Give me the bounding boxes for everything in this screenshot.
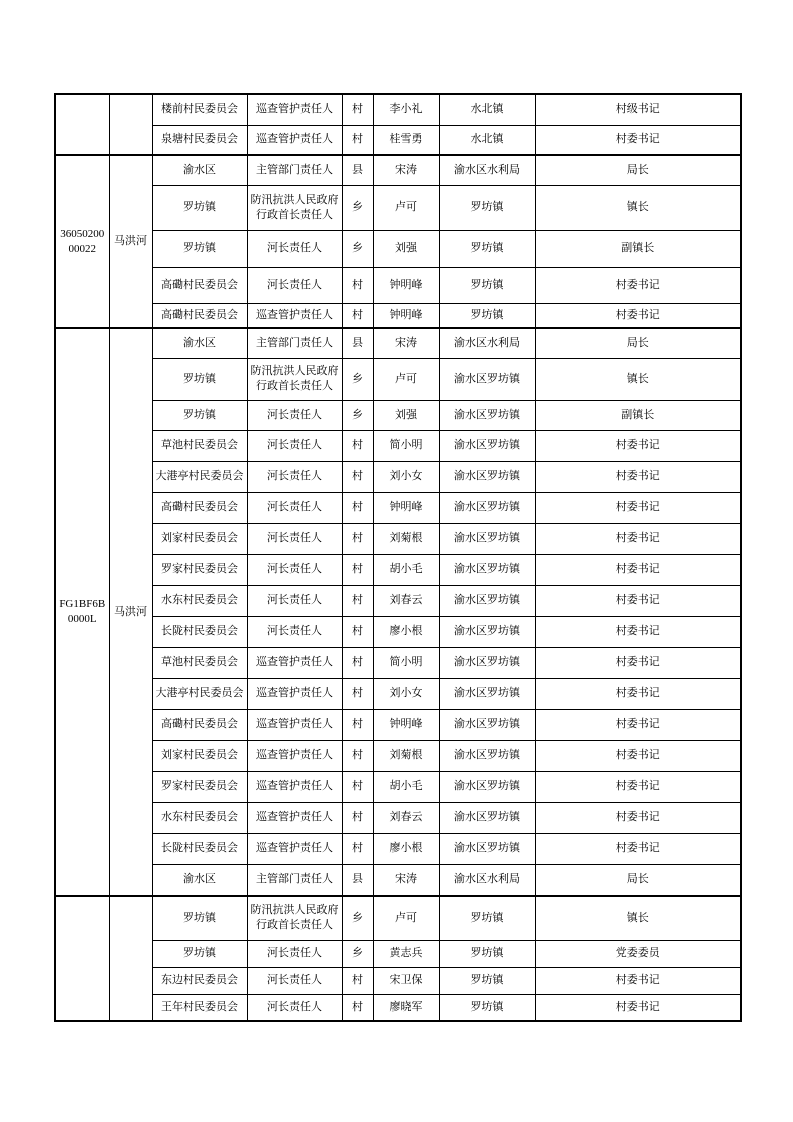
cell-admin-level: 乡 bbox=[342, 358, 373, 400]
cell-admin-level: 村 bbox=[342, 678, 373, 709]
table-row bbox=[55, 896, 741, 940]
cell-work-unit: 渝水区罗坊镇 bbox=[439, 554, 535, 585]
cell-position: 村委书记 bbox=[535, 616, 741, 647]
cell-admin-level: 村 bbox=[342, 267, 373, 303]
cell-admin-level: 乡 bbox=[342, 230, 373, 267]
table-row bbox=[55, 430, 741, 461]
cell-admin-level: 村 bbox=[342, 967, 373, 994]
cell-organization: 罗坊镇 bbox=[152, 185, 247, 230]
cell-duty-type: 河长责任人 bbox=[247, 554, 342, 585]
cell-admin-level: 乡 bbox=[342, 896, 373, 940]
cell-work-unit: 渝水区罗坊镇 bbox=[439, 492, 535, 523]
cell-person-name: 刘强 bbox=[373, 230, 439, 267]
cell-organization: 高磡村民委员会 bbox=[152, 492, 247, 523]
cell-duty-type: 河长责任人 bbox=[247, 492, 342, 523]
table-row bbox=[55, 647, 741, 678]
table-row bbox=[55, 400, 741, 430]
cell-duty-type: 巡查管护责任人 bbox=[247, 303, 342, 328]
cell-admin-level: 村 bbox=[342, 994, 373, 1021]
cell-organization: 刘家村民委员会 bbox=[152, 523, 247, 554]
cell-position: 村委书记 bbox=[535, 709, 741, 740]
cell-work-unit: 渝水区罗坊镇 bbox=[439, 709, 535, 740]
table-row bbox=[55, 771, 741, 802]
cell-admin-level: 村 bbox=[342, 616, 373, 647]
cell-organization: 罗坊镇 bbox=[152, 940, 247, 967]
cell-duty-type: 巡查管护责任人 bbox=[247, 833, 342, 864]
cell-person-name: 钟明峰 bbox=[373, 267, 439, 303]
table-row bbox=[55, 678, 741, 709]
cell-work-unit: 罗坊镇 bbox=[439, 267, 535, 303]
cell-work-unit: 渝水区罗坊镇 bbox=[439, 802, 535, 833]
cell-person-name: 宋涛 bbox=[373, 155, 439, 185]
cell-person-name: 卢可 bbox=[373, 358, 439, 400]
cell-organization: 渝水区 bbox=[152, 328, 247, 358]
cell-duty-type: 河长责任人 bbox=[247, 940, 342, 967]
cell-admin-level: 村 bbox=[342, 303, 373, 328]
cell-organization: 草池村民委员会 bbox=[152, 430, 247, 461]
cell-work-unit: 渝水区罗坊镇 bbox=[439, 461, 535, 492]
table-row bbox=[55, 864, 741, 896]
cell-admin-level: 县 bbox=[342, 864, 373, 896]
cell-admin-level: 乡 bbox=[342, 400, 373, 430]
cell-person-name: 钟明峰 bbox=[373, 303, 439, 328]
cell-duty-type: 河长责任人 bbox=[247, 616, 342, 647]
cell-organization: 罗家村民委员会 bbox=[152, 771, 247, 802]
cell-admin-level: 村 bbox=[342, 585, 373, 616]
cell-admin-level: 村 bbox=[342, 94, 373, 125]
cell-organization: 渝水区 bbox=[152, 864, 247, 896]
table-row bbox=[55, 740, 741, 771]
cell-position: 副镇长 bbox=[535, 400, 741, 430]
cell-person-name: 刘小女 bbox=[373, 461, 439, 492]
cell-river-code: 3605020000022 bbox=[55, 155, 109, 328]
cell-work-unit: 罗坊镇 bbox=[439, 185, 535, 230]
cell-admin-level: 村 bbox=[342, 802, 373, 833]
table-row bbox=[55, 994, 741, 1021]
cell-work-unit: 渝水区罗坊镇 bbox=[439, 430, 535, 461]
cell-work-unit: 渝水区水利局 bbox=[439, 864, 535, 896]
cell-river-code bbox=[55, 896, 109, 1021]
cell-work-unit: 渝水区罗坊镇 bbox=[439, 678, 535, 709]
cell-organization: 刘家村民委员会 bbox=[152, 740, 247, 771]
cell-work-unit: 渝水区罗坊镇 bbox=[439, 358, 535, 400]
cell-duty-type: 河长责任人 bbox=[247, 523, 342, 554]
cell-person-name: 刘菊根 bbox=[373, 523, 439, 554]
cell-work-unit: 水北镇 bbox=[439, 94, 535, 125]
cell-person-name: 廖小根 bbox=[373, 616, 439, 647]
cell-duty-type: 巡查管护责任人 bbox=[247, 678, 342, 709]
table-row bbox=[55, 328, 741, 358]
table-row bbox=[55, 554, 741, 585]
cell-position: 镇长 bbox=[535, 185, 741, 230]
cell-person-name: 胡小毛 bbox=[373, 554, 439, 585]
cell-duty-type: 河长责任人 bbox=[247, 461, 342, 492]
cell-organization: 长陇村民委员会 bbox=[152, 833, 247, 864]
cell-duty-type: 河长责任人 bbox=[247, 267, 342, 303]
cell-position: 村委书记 bbox=[535, 492, 741, 523]
cell-organization: 罗坊镇 bbox=[152, 358, 247, 400]
table-row bbox=[55, 967, 741, 994]
cell-organization: 长陇村民委员会 bbox=[152, 616, 247, 647]
cell-person-name: 宋涛 bbox=[373, 328, 439, 358]
cell-position: 局长 bbox=[535, 328, 741, 358]
cell-position: 村委书记 bbox=[535, 125, 741, 155]
table-row bbox=[55, 303, 741, 328]
cell-position: 村委书记 bbox=[535, 994, 741, 1021]
cell-admin-level: 村 bbox=[342, 833, 373, 864]
cell-person-name: 简小明 bbox=[373, 647, 439, 678]
responsibility-table bbox=[54, 93, 742, 1022]
cell-organization: 泉塘村民委员会 bbox=[152, 125, 247, 155]
cell-person-name: 李小礼 bbox=[373, 94, 439, 125]
cell-organization: 东边村民委员会 bbox=[152, 967, 247, 994]
cell-position: 局长 bbox=[535, 155, 741, 185]
cell-river-name bbox=[109, 94, 152, 155]
table-body bbox=[55, 94, 741, 1021]
cell-duty-type: 巡查管护责任人 bbox=[247, 125, 342, 155]
cell-position: 村委书记 bbox=[535, 833, 741, 864]
cell-position: 村委书记 bbox=[535, 771, 741, 802]
cell-work-unit: 水北镇 bbox=[439, 125, 535, 155]
cell-work-unit: 罗坊镇 bbox=[439, 896, 535, 940]
cell-admin-level: 村 bbox=[342, 771, 373, 802]
cell-person-name: 刘强 bbox=[373, 400, 439, 430]
table-row bbox=[55, 125, 741, 155]
table-row bbox=[55, 155, 741, 185]
cell-organization: 王年村民委员会 bbox=[152, 994, 247, 1021]
cell-work-unit: 罗坊镇 bbox=[439, 994, 535, 1021]
cell-duty-type: 主管部门责任人 bbox=[247, 864, 342, 896]
cell-duty-type: 巡查管护责任人 bbox=[247, 709, 342, 740]
cell-admin-level: 村 bbox=[342, 125, 373, 155]
cell-person-name: 卢可 bbox=[373, 896, 439, 940]
cell-work-unit: 渝水区罗坊镇 bbox=[439, 585, 535, 616]
cell-river-name bbox=[109, 896, 152, 1021]
cell-work-unit: 渝水区罗坊镇 bbox=[439, 833, 535, 864]
cell-admin-level: 村 bbox=[342, 554, 373, 585]
cell-duty-type: 主管部门责任人 bbox=[247, 155, 342, 185]
cell-duty-type: 防汛抗洪人民政府行政首长责任人 bbox=[247, 896, 342, 940]
cell-person-name: 钟明峰 bbox=[373, 709, 439, 740]
table-row bbox=[55, 802, 741, 833]
cell-person-name: 卢可 bbox=[373, 185, 439, 230]
cell-position: 村委书记 bbox=[535, 303, 741, 328]
cell-person-name: 简小明 bbox=[373, 430, 439, 461]
cell-admin-level: 乡 bbox=[342, 185, 373, 230]
cell-person-name: 桂雪勇 bbox=[373, 125, 439, 155]
cell-duty-type: 巡查管护责任人 bbox=[247, 802, 342, 833]
cell-organization: 高磡村民委员会 bbox=[152, 267, 247, 303]
cell-position: 村委书记 bbox=[535, 554, 741, 585]
cell-position: 党委委员 bbox=[535, 940, 741, 967]
cell-duty-type: 主管部门责任人 bbox=[247, 328, 342, 358]
cell-position: 局长 bbox=[535, 864, 741, 896]
cell-admin-level: 村 bbox=[342, 647, 373, 678]
cell-organization: 水东村民委员会 bbox=[152, 802, 247, 833]
table-row bbox=[55, 709, 741, 740]
cell-duty-type: 河长责任人 bbox=[247, 230, 342, 267]
cell-organization: 罗家村民委员会 bbox=[152, 554, 247, 585]
cell-duty-type: 防汛抗洪人民政府行政首长责任人 bbox=[247, 358, 342, 400]
cell-duty-type: 巡查管护责任人 bbox=[247, 771, 342, 802]
cell-person-name: 刘春云 bbox=[373, 802, 439, 833]
table-row bbox=[55, 492, 741, 523]
table-row bbox=[55, 230, 741, 267]
cell-organization: 高磡村民委员会 bbox=[152, 709, 247, 740]
cell-admin-level: 村 bbox=[342, 430, 373, 461]
cell-person-name: 刘小女 bbox=[373, 678, 439, 709]
cell-duty-type: 巡查管护责任人 bbox=[247, 647, 342, 678]
cell-work-unit: 罗坊镇 bbox=[439, 303, 535, 328]
cell-admin-level: 乡 bbox=[342, 940, 373, 967]
cell-position: 村级书记 bbox=[535, 94, 741, 125]
cell-position: 村委书记 bbox=[535, 802, 741, 833]
cell-admin-level: 村 bbox=[342, 709, 373, 740]
cell-duty-type: 河长责任人 bbox=[247, 400, 342, 430]
table-row bbox=[55, 461, 741, 492]
table-row bbox=[55, 267, 741, 303]
cell-organization: 罗坊镇 bbox=[152, 230, 247, 267]
cell-duty-type: 河长责任人 bbox=[247, 994, 342, 1021]
table-row bbox=[55, 358, 741, 400]
cell-position: 村委书记 bbox=[535, 430, 741, 461]
cell-person-name: 宋涛 bbox=[373, 864, 439, 896]
cell-person-name: 宋卫保 bbox=[373, 967, 439, 994]
cell-person-name: 刘菊根 bbox=[373, 740, 439, 771]
table-row bbox=[55, 523, 741, 554]
cell-position: 村委书记 bbox=[535, 967, 741, 994]
cell-organization: 水东村民委员会 bbox=[152, 585, 247, 616]
table-row bbox=[55, 94, 741, 125]
cell-organization: 罗坊镇 bbox=[152, 400, 247, 430]
cell-duty-type: 巡查管护责任人 bbox=[247, 740, 342, 771]
table-row bbox=[55, 585, 741, 616]
cell-position: 村委书记 bbox=[535, 740, 741, 771]
cell-person-name: 钟明峰 bbox=[373, 492, 439, 523]
cell-position: 村委书记 bbox=[535, 461, 741, 492]
cell-duty-type: 防汛抗洪人民政府行政首长责任人 bbox=[247, 185, 342, 230]
cell-organization: 高磡村民委员会 bbox=[152, 303, 247, 328]
table-row bbox=[55, 940, 741, 967]
cell-organization: 楼前村民委员会 bbox=[152, 94, 247, 125]
table-row bbox=[55, 185, 741, 230]
cell-work-unit: 渝水区罗坊镇 bbox=[439, 740, 535, 771]
table-row bbox=[55, 833, 741, 864]
cell-organization: 草池村民委员会 bbox=[152, 647, 247, 678]
cell-work-unit: 罗坊镇 bbox=[439, 940, 535, 967]
cell-work-unit: 渝水区罗坊镇 bbox=[439, 400, 535, 430]
cell-position: 村委书记 bbox=[535, 523, 741, 554]
cell-position: 村委书记 bbox=[535, 678, 741, 709]
cell-position: 镇长 bbox=[535, 358, 741, 400]
cell-person-name: 刘春云 bbox=[373, 585, 439, 616]
cell-person-name: 胡小毛 bbox=[373, 771, 439, 802]
cell-work-unit: 罗坊镇 bbox=[439, 967, 535, 994]
cell-admin-level: 村 bbox=[342, 461, 373, 492]
cell-person-name: 黄志兵 bbox=[373, 940, 439, 967]
cell-river-name: 马洪河 bbox=[109, 328, 152, 896]
cell-river-name: 马洪河 bbox=[109, 155, 152, 328]
cell-admin-level: 村 bbox=[342, 523, 373, 554]
cell-organization: 大港亭村民委员会 bbox=[152, 461, 247, 492]
cell-organization: 大港亭村民委员会 bbox=[152, 678, 247, 709]
cell-position: 镇长 bbox=[535, 896, 741, 940]
cell-position: 副镇长 bbox=[535, 230, 741, 267]
cell-organization: 渝水区 bbox=[152, 155, 247, 185]
cell-duty-type: 河长责任人 bbox=[247, 967, 342, 994]
table-row bbox=[55, 616, 741, 647]
cell-organization: 罗坊镇 bbox=[152, 896, 247, 940]
cell-admin-level: 村 bbox=[342, 492, 373, 523]
cell-admin-level: 县 bbox=[342, 328, 373, 358]
cell-duty-type: 巡查管护责任人 bbox=[247, 94, 342, 125]
cell-work-unit: 渝水区罗坊镇 bbox=[439, 523, 535, 554]
cell-position: 村委书记 bbox=[535, 585, 741, 616]
cell-admin-level: 村 bbox=[342, 740, 373, 771]
cell-work-unit: 渝水区罗坊镇 bbox=[439, 771, 535, 802]
cell-person-name: 廖小根 bbox=[373, 833, 439, 864]
cell-work-unit: 渝水区罗坊镇 bbox=[439, 616, 535, 647]
cell-work-unit: 渝水区罗坊镇 bbox=[439, 647, 535, 678]
cell-admin-level: 县 bbox=[342, 155, 373, 185]
cell-duty-type: 河长责任人 bbox=[247, 585, 342, 616]
cell-position: 村委书记 bbox=[535, 647, 741, 678]
cell-work-unit: 渝水区水利局 bbox=[439, 328, 535, 358]
cell-duty-type: 河长责任人 bbox=[247, 430, 342, 461]
cell-river-code: FG1BF6B0000L bbox=[55, 328, 109, 896]
cell-river-code bbox=[55, 94, 109, 155]
cell-work-unit: 渝水区水利局 bbox=[439, 155, 535, 185]
cell-position: 村委书记 bbox=[535, 267, 741, 303]
cell-person-name: 廖晓军 bbox=[373, 994, 439, 1021]
cell-work-unit: 罗坊镇 bbox=[439, 230, 535, 267]
